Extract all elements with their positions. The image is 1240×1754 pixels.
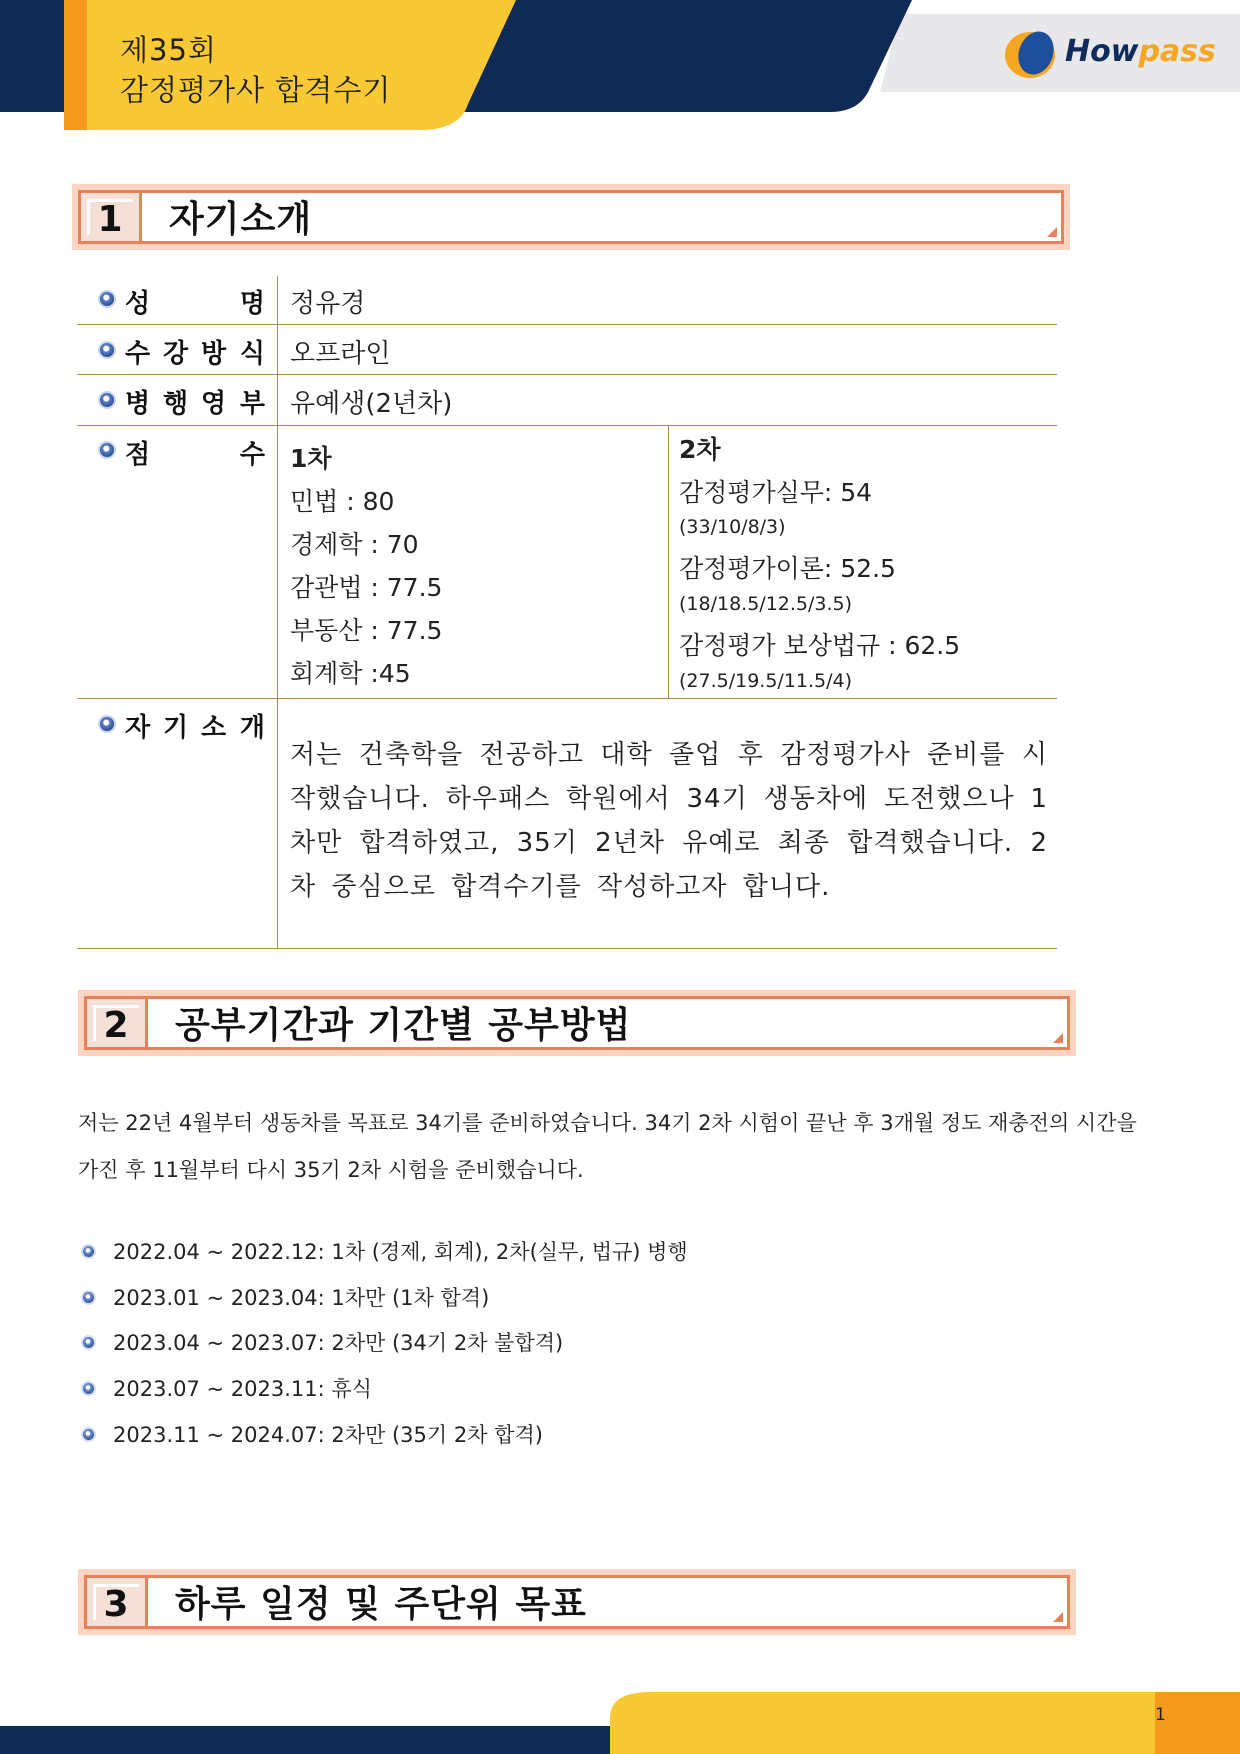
corner-triangle-icon (1053, 1612, 1063, 1622)
name-value: 정유경 (290, 289, 366, 319)
list-item: 2023.07 ~ 2023.11: 휴식 (113, 1377, 372, 1401)
logo-text-how: How (1065, 34, 1139, 69)
study-paragraph: 저는 22년 4월부터 생동차를 목표로 34기를 준비하였습니다. 34기 2차 시험이 끝난 후 3개월 정도 재충전의 시간을 가진 후 11월부터 다시 35기 2차 시험을 준비했습니다. (78, 1111, 1137, 1182)
section-header-3 (78, 1569, 1076, 1635)
list-item: 2023.11 ~ 2024.07: 2차만 (35기 2차 합격) (113, 1423, 543, 1447)
first-score-appraisal-law: 감관법 : 77.5 (290, 573, 443, 602)
bullet-icon (100, 292, 114, 306)
bullet-icon (83, 1383, 94, 1394)
section-title: 자기소개 (169, 199, 313, 240)
concurrent-label: 병 행 영 부 (125, 389, 265, 419)
footer-banner (0, 1660, 1240, 1754)
bullet-icon (83, 1337, 94, 1348)
bullet-icon (83, 1246, 94, 1257)
first-score-real-estate: 부동산 : 77.5 (290, 616, 443, 645)
section-title: 하루 일정 및 주단위 목표 (175, 1584, 587, 1625)
section-number: 3 (87, 1578, 148, 1626)
intro-label: 자 기 소 개 (125, 713, 265, 743)
logo-mark-icon (1002, 30, 1062, 80)
second-score-theory: 감정평가이론: 52.5 (679, 554, 896, 583)
mode-value: 오프라인 (290, 339, 391, 369)
howpass-logo (1002, 30, 1216, 80)
score-label: 점 수 (125, 440, 265, 470)
header-title-line2: 감정평가사 합격수기 (120, 73, 392, 107)
section-title: 공부기간과 기간별 공부방법 (175, 1005, 632, 1046)
first-score-accounting: 회계학 :45 (290, 659, 411, 688)
section-number: 1 (81, 193, 142, 241)
bullet-icon (100, 717, 114, 731)
bullet-icon (83, 1429, 94, 1440)
logo-text-pass: pass (1138, 34, 1216, 69)
header-title-line1: 제35회 (120, 33, 217, 67)
second-exam-heading: 2차 (679, 435, 721, 464)
name-label: 성 명 (125, 289, 265, 319)
first-score-economics: 경제학 : 70 (290, 530, 419, 559)
page-number: 1 (1155, 1705, 1166, 1725)
section-header-1 (72, 184, 1070, 250)
bullet-icon (100, 393, 114, 407)
intro-text: 저는 건축학을 전공하고 대학 졸업 후 감정평가사 준비를 시작했습니다. 하우패스 학원에서 34기 생동차에 도전했으나 1차만 합격하였고, 35기 2년차 유예로 최종 합격했습니다. 2차 중심으로 합격수기를 작성하고자 합니다. (290, 740, 1048, 902)
second-score-practice: 감정평가실무: 54 (679, 478, 873, 507)
bullet-icon (100, 343, 114, 357)
second-score-practice-detail: (33/10/8/3) (679, 516, 786, 538)
list-item: 2023.04 ~ 2023.07: 2차만 (34기 2차 불합격) (113, 1331, 564, 1355)
corner-triangle-icon (1047, 227, 1057, 237)
second-score-compensation-law: 감정평가 보상법규 : 62.5 (679, 631, 961, 660)
second-score-compensation-law-detail: (27.5/19.5/11.5/4) (679, 670, 853, 692)
bullet-icon (83, 1292, 94, 1303)
section-header-2 (78, 990, 1076, 1056)
concurrent-value: 유예생(2년차) (290, 389, 453, 419)
section-number: 2 (87, 999, 148, 1047)
corner-triangle-icon (1053, 1033, 1063, 1043)
first-score-civil-law: 민법 : 80 (290, 487, 395, 516)
first-exam-heading: 1차 (290, 444, 332, 473)
list-item: 2022.04 ~ 2022.12: 1차 (경제, 회계), 2차(실무, 법규) 병행 (113, 1240, 688, 1264)
mode-label: 수 강 방 식 (125, 339, 265, 369)
second-score-theory-detail: (18/18.5/12.5/3.5) (679, 593, 853, 615)
list-item: 2023.01 ~ 2023.04: 1차만 (1차 합격) (113, 1286, 490, 1310)
bullet-icon (100, 443, 114, 457)
